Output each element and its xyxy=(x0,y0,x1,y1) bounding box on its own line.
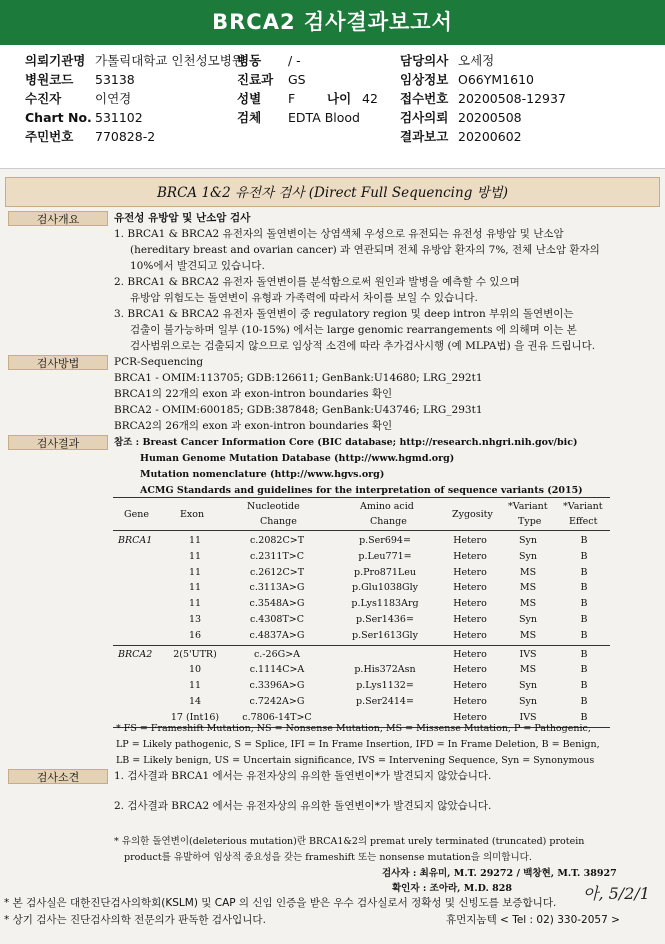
value-patient: 이연경 xyxy=(95,91,132,106)
label-clinical-info: 임상정보 xyxy=(400,72,449,87)
cell-aa: p.Ser694= xyxy=(359,535,411,546)
cell-nt: c.3396A>G xyxy=(249,680,305,692)
value-department: GS xyxy=(288,72,306,87)
reference-line: Mutation nomenclature (http://www.hgvs.org) xyxy=(140,469,385,480)
cell-eff: B xyxy=(580,535,588,546)
cell-eff: B xyxy=(580,550,588,562)
cell-zyg: Hetero xyxy=(453,696,487,707)
cell-exon: 11 xyxy=(188,535,202,546)
report-subtitle: BRCA 1&2 유전자 검사 (Direct Full Sequencing 방법) xyxy=(5,177,660,207)
abbrev-line: LP = Likely pathogenic, S = Splice, IFI = In Frame Insertion, IFD = In Frame Deletion, B = Benign, xyxy=(116,739,600,750)
table-top-rule xyxy=(113,497,610,498)
label-age: 나이 xyxy=(327,91,352,106)
label-request-date: 검사의뢰 xyxy=(400,110,449,125)
section-method: 검사방법 xyxy=(8,355,108,370)
cell-aa: p.Ser1613Gly xyxy=(352,629,418,641)
col-nucleotide: Nucleotide xyxy=(247,501,300,512)
label-ward: 병동 xyxy=(237,53,262,68)
value-receipt-no: 20200508-12937 xyxy=(458,91,566,106)
label-patient: 수진자 xyxy=(25,91,62,106)
cell-zyg: Hetero xyxy=(453,629,487,641)
cell-eff: B xyxy=(580,696,588,707)
cell-exon: 11 xyxy=(188,582,202,594)
cell-aa: p.Lys1183Arg xyxy=(351,598,419,610)
col-amino-change: Change xyxy=(370,516,407,527)
cell-type: IVS xyxy=(519,711,537,723)
overview-line: 10%에서 발견되고 있습니다. xyxy=(130,260,265,272)
cell-exon: 2(5'UTR) xyxy=(173,648,217,660)
opinion-line: 2. 검사결과 BRCA2 에서는 유전자상의 유의한 돌연변이*가 발견되지 않았습니다. xyxy=(114,800,492,812)
cell-exon: 17 (Int16) xyxy=(170,711,220,723)
overview-heading: 유전성 유방암 및 난소암 검사 xyxy=(114,212,251,224)
overview-line: 2. BRCA1 & BRCA2 유전자 돌연변이를 분석함으로써 원인과 발병을 예측할 수 있으며 xyxy=(114,276,520,288)
cell-exon: 11 xyxy=(188,550,202,562)
cell-eff: B xyxy=(580,648,588,660)
footer-lab: 휴먼지놈텍 < Tel : 02) 330-2057 > xyxy=(446,914,620,926)
cell-zyg: Hetero xyxy=(453,680,487,692)
table-header-rule xyxy=(113,530,610,531)
value-sex: F xyxy=(288,91,296,106)
cell-eff: B xyxy=(580,566,588,578)
col-nucleotide-change: Change xyxy=(260,516,297,527)
section-result: 검사결과 xyxy=(8,435,108,450)
overview-line: 검사범위으로는 검출되지 않으므로 임상적 소견에 따라 추가검사시행 (예 MLPA법) 을 권유 드립니다. xyxy=(130,340,596,352)
cell-nt: c.2082C>T xyxy=(249,535,305,546)
value-request-date: 20200508 xyxy=(458,110,522,125)
label-report-date: 결과보고 xyxy=(400,129,449,144)
cell-type: Syn xyxy=(519,535,537,546)
value-doctor: 오세정 xyxy=(458,53,495,68)
cell-exon: 16 xyxy=(188,629,202,641)
cell-nt: c.4308T>C xyxy=(249,614,305,625)
label-specimen: 검체 xyxy=(237,110,262,125)
cell-eff: B xyxy=(580,582,588,594)
cell-type: MS xyxy=(519,598,537,610)
value-specimen: EDTA Blood xyxy=(288,110,360,125)
label-resident-no: 주민번호 xyxy=(25,129,74,144)
value-report-date: 20200602 xyxy=(458,129,522,144)
label-receipt-no: 접수번호 xyxy=(400,91,449,106)
cell-aa: p.Lys1132= xyxy=(356,680,414,692)
cell-zyg: Hetero xyxy=(453,566,487,578)
cell-aa: p.His372Asn xyxy=(354,664,416,676)
cell-exon: 13 xyxy=(188,614,202,625)
col-variant-effect-2: Effect xyxy=(569,516,598,527)
method-line: BRCA1 - OMIM:113705; GDB:126611; GenBank:U14680; LRG_292t1 xyxy=(114,372,483,384)
overview-line: 1. BRCA1 & BRCA2 유전자의 돌연변이는 상염색체 우성으로 유전되는 유전성 유방암 및 난소암 xyxy=(114,228,564,240)
note-line: * 유의한 돌연변이(deleterious mutation)란 BRCA1&2의 premat urely terminated (truncated) protein xyxy=(114,836,585,847)
patient-info-header xyxy=(0,45,665,165)
cell-type: Syn xyxy=(519,680,537,692)
table-gene-rule xyxy=(113,645,610,646)
cell-exon: 11 xyxy=(188,598,202,610)
col-exon: Exon xyxy=(180,509,205,520)
cell-nt: c.3113A>G xyxy=(249,582,305,594)
examiner: 검사자 : 최유미, M.T. 29272 / 백창현, M.T. 38927 xyxy=(382,868,617,879)
label-hospital-code: 병원코드 xyxy=(25,72,74,87)
cell-aa: p.Pro871Leu xyxy=(354,566,416,578)
cell-aa: p.Leu771= xyxy=(358,550,412,562)
col-amino-acid: Amino acid xyxy=(360,501,414,512)
method-line: BRCA1의 22개의 exon 과 exon-intron boundaries 확인 xyxy=(114,388,393,400)
overview-line: 3. BRCA1 & BRCA2 유전자 돌연변이 중 regulatory region 및 deep intron 부위의 돌연변이는 xyxy=(114,308,574,320)
cell-eff: B xyxy=(580,680,588,692)
cell-type: MS xyxy=(519,664,537,676)
col-variant-type-2: Type xyxy=(518,516,542,527)
reference-line: 참조 : Breast Cancer Information Core (BIC database; http://research.nhgri.nih.gov/bic) xyxy=(114,437,578,448)
section-opinion: 검사소견 xyxy=(8,769,108,784)
cell-type: MS xyxy=(519,566,537,578)
reference-line: ACMG Standards and guidelines for the interpretation of sequence variants (2015) xyxy=(140,485,583,496)
cell-exon: 14 xyxy=(188,696,202,707)
cell-nt: c.2612C>T xyxy=(249,566,305,578)
cell-eff: B xyxy=(580,711,588,723)
cell-nt: c.4837A>G xyxy=(249,629,305,641)
value-clinical-info: O66YM1610 xyxy=(458,72,534,87)
handwritten-signature: 아, 5/2/1 xyxy=(583,884,650,903)
cell-aa: p.Ser1436= xyxy=(356,614,414,625)
cell-exon: 10 xyxy=(188,664,202,676)
label-chart-no: Chart No. xyxy=(25,110,92,125)
method-heading: PCR-Sequencing xyxy=(114,356,204,368)
value-resident-no: 770828-2 xyxy=(95,129,156,144)
value-chart-no: 531102 xyxy=(95,110,143,125)
footer-certification: * 본 검사실은 대한진단검사의학회(KSLM) 및 CAP 의 신임 인증을 받은 우수 검사실로서 정확성 및 신빙도를 보증합니다. xyxy=(4,897,557,909)
opinion-line: 1. 검사결과 BRCA1 에서는 유전자상의 유의한 돌연변이*가 발견되지 않았습니다. xyxy=(114,770,492,782)
cell-eff: B xyxy=(580,614,588,625)
scanned-report xyxy=(0,168,665,944)
cell-aa: p.Ser2414= xyxy=(356,696,414,707)
cell-nt: c.2311T>C xyxy=(249,550,305,562)
label-doctor: 담당의사 xyxy=(400,53,449,68)
cell-zyg: Hetero xyxy=(453,711,487,723)
cell-zyg: Hetero xyxy=(453,648,487,660)
overview-line: 유방암 위험도는 돌연변이 유형과 가족력에 따라서 차이를 보일 수 있습니다. xyxy=(130,292,478,304)
cell-eff: B xyxy=(580,664,588,676)
abbrev-line: * FS = Frameshift Mutation, NS = Nonsense Mutation, MS = Missense Mutation, P = Pathogenic, xyxy=(116,723,591,734)
cell-type: Syn xyxy=(519,550,537,562)
label-sex: 성별 xyxy=(237,91,262,106)
cell-eff: B xyxy=(580,598,588,610)
cell-type: MS xyxy=(519,582,537,594)
overview-line: 검출이 불가능하며 일부 (10-15%) 에서는 large genomic rearrangements 에 의해며 이는 본 xyxy=(130,324,577,336)
cell-zyg: Hetero xyxy=(453,550,487,562)
cell-zyg: Hetero xyxy=(453,582,487,594)
cell-zyg: Hetero xyxy=(453,614,487,625)
reference-line: Human Genome Mutation Database (http://www.hgmd.org) xyxy=(140,453,455,464)
col-gene: Gene xyxy=(124,509,149,520)
report-title: BRCA2 검사결과보고서 xyxy=(0,0,665,45)
value-hospital: 가톨릭대학교 인천성모병원 xyxy=(95,53,244,68)
cell-eff: B xyxy=(580,629,588,641)
cell-type: Syn xyxy=(519,696,537,707)
cell-nt: c.1114C>A xyxy=(249,664,305,676)
cell-nt: c.7242A>G xyxy=(249,696,305,707)
cell-type: Syn xyxy=(519,614,537,625)
method-line: BRCA2의 26개의 exon 과 exon-intron boundaries 확인 xyxy=(114,420,393,432)
col-variant-type: *Variant xyxy=(508,501,548,512)
cell-zyg: Hetero xyxy=(453,598,487,610)
overview-line: (hereditary breast and ovarian cancer) 과 연관되며 전체 유방암 환자의 7%, 전체 난소암 환자의 xyxy=(130,244,600,256)
method-line: BRCA2 - OMIM:600185; GDB:387848; GenBank:U43746; LRG_293t1 xyxy=(114,404,483,416)
col-zygosity: Zygosity xyxy=(452,509,493,520)
label-department: 진료과 xyxy=(237,72,274,87)
section-overview: 검사개요 xyxy=(8,211,108,226)
cell-zyg: Hetero xyxy=(453,535,487,546)
col-variant-effect: *Variant xyxy=(563,501,603,512)
note-line: product를 유발하여 임상적 중요성을 갖는 frameshift 또는 nonsense mutation을 의미합니다. xyxy=(124,852,532,863)
cell-exon: 11 xyxy=(188,566,202,578)
cell-exon: 11 xyxy=(188,680,202,692)
cell-nt: c.3548A>G xyxy=(249,598,305,610)
abbrev-line: LB = Likely benign, US = Uncertain significance, IVS = Intervening Sequence, Syn = Synonymous xyxy=(116,755,595,766)
footer-note: * 상기 검사는 진단검사의학 전문의가 판독한 검사입니다. xyxy=(4,914,266,926)
value-hospital-code: 53138 xyxy=(95,72,135,87)
cell-type: IVS xyxy=(519,648,537,660)
label-hospital: 의뢰기관명 xyxy=(25,53,86,68)
cell-type: MS xyxy=(519,629,537,641)
confirmer: 확인자 : 조아라, M.D. 828 xyxy=(392,883,512,894)
cell-gene: BRCA2 xyxy=(118,648,153,660)
cell-gene: BRCA1 xyxy=(118,535,153,546)
cell-aa: p.Glu1038Gly xyxy=(351,582,419,594)
cell-nt: c.7806-14T>C xyxy=(242,711,312,723)
cell-nt: c.-26G>A xyxy=(253,648,301,660)
value-age: 42 xyxy=(362,91,378,106)
cell-zyg: Hetero xyxy=(453,664,487,676)
value-ward: / - xyxy=(288,53,301,68)
